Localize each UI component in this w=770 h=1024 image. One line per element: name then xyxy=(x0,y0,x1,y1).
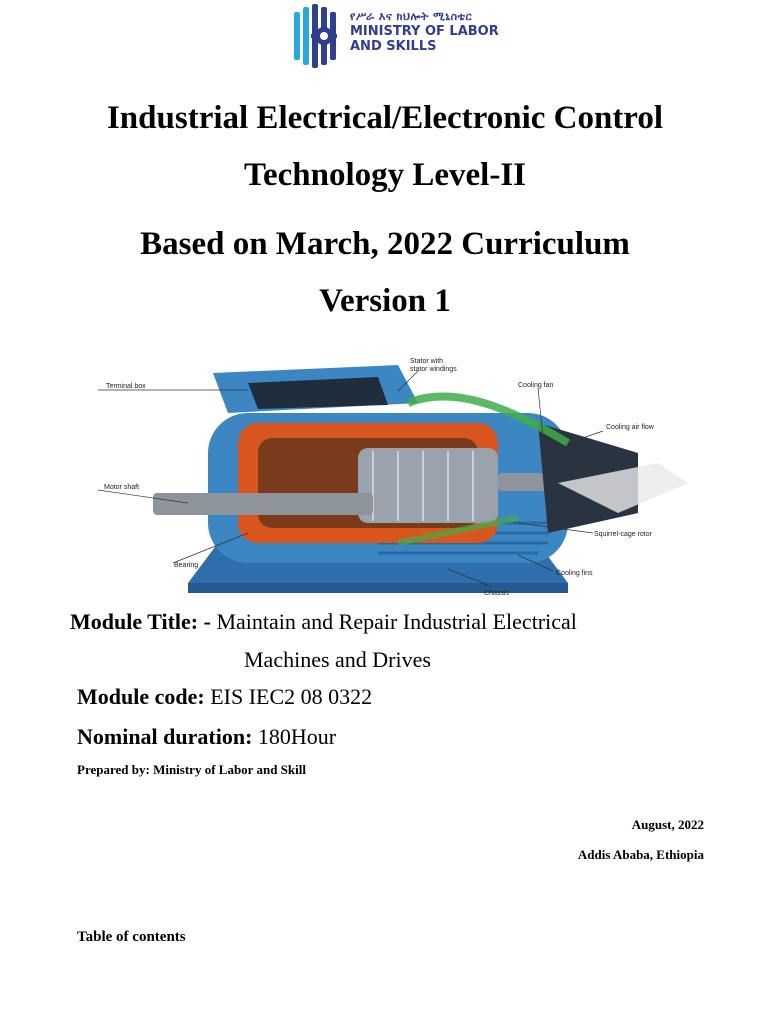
module-code-value: EIS IEC2 08 0322 xyxy=(204,684,373,709)
module-title xyxy=(70,609,577,635)
doc-title-line-4: Version 1 xyxy=(319,283,451,319)
logo-line-2: AND SKILLS xyxy=(350,39,437,54)
motor-cutaway-figure xyxy=(98,343,688,609)
publication-place: Addis Ababa, Ethiopia xyxy=(577,847,704,862)
module-code-label: Module code: xyxy=(77,684,205,709)
nominal-duration xyxy=(77,724,336,750)
nominal-duration-label: Nominal duration: xyxy=(77,724,253,749)
label-motor-shaft: Motor shaft xyxy=(104,484,140,491)
nominal-duration-value: 180Hour xyxy=(252,724,337,749)
module-code xyxy=(77,684,372,710)
logo-amharic: የሥራ እና ክህሎት ሚኒስቴር xyxy=(350,10,473,23)
label-stator-windings: stator windings xyxy=(410,366,457,373)
label-cooling-fan: Cooling fan xyxy=(518,382,554,389)
toc-heading: Table of contents xyxy=(77,929,186,945)
label-rotor: Squirrel-cage rotor xyxy=(594,531,652,538)
label-bearing: Bearing xyxy=(174,562,199,569)
label-terminal-box: Terminal box xyxy=(106,383,146,390)
label-chassis: Chassis xyxy=(484,590,509,597)
doc-title-line-2: Technology Level-II xyxy=(243,157,527,193)
label-cooling-air: Cooling air flow xyxy=(606,424,654,431)
doc-title-line-1: Industrial Electrical/Electronic Control xyxy=(106,100,664,136)
logo-line-1: MINISTRY OF LABOR xyxy=(350,24,499,39)
module-title-label: Module Title: - xyxy=(70,609,211,634)
label-stator: Stator with xyxy=(410,358,444,365)
module-title-continued: Machines and Drives xyxy=(244,647,431,672)
label-cooling-fins: Cooling fins xyxy=(556,570,593,577)
module-title-value: Maintain and Repair Industrial Electrical xyxy=(210,609,577,634)
doc-title-line-3: Based on March, 2022 Curriculum xyxy=(140,226,630,262)
publication-date: August, 2022 xyxy=(631,817,704,832)
prepared-by: Prepared by: Ministry of Labor and Skill xyxy=(77,762,306,777)
logo-wordmark xyxy=(350,10,510,54)
